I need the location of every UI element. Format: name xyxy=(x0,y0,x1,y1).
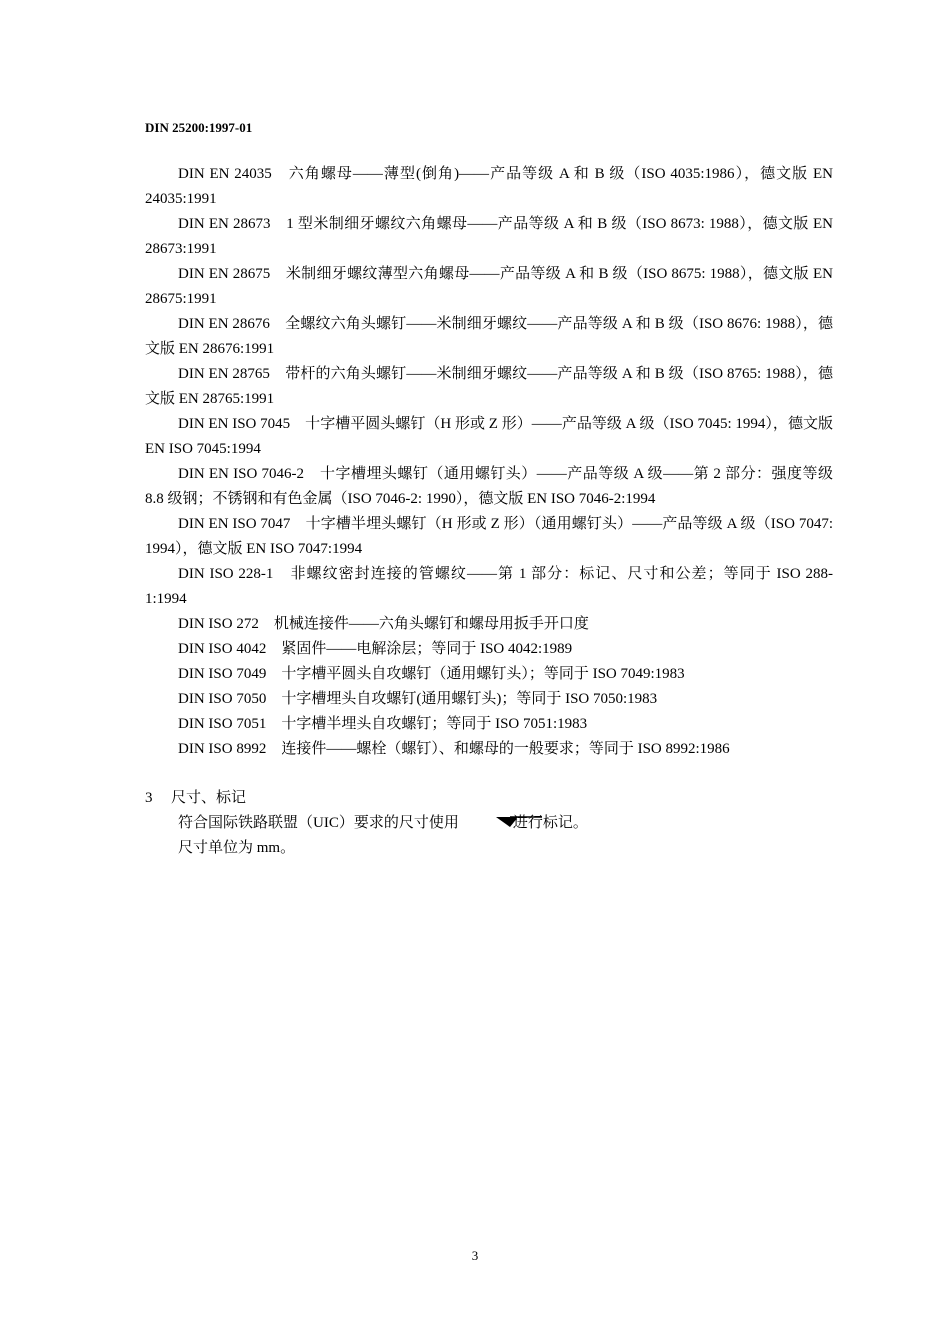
normative-references-list xyxy=(145,162,833,762)
reference-item: DIN EN ISO 7046-2 十字槽埋头螺钉（通用螺钉头）——产品等级 A 级——第 2 部分：强度等级 8.8 级钢；不锈钢和有色金属（ISO 7046-2: 1990），德文版 EN ISO 7046-2:1994 xyxy=(145,466,833,507)
paragraph-text-after-mark: 进行标记。 xyxy=(512,815,588,831)
reference-item: DIN EN 28673 1 型米制细牙螺纹六角螺母——产品等级 A 和 B 级（ISO 8673: 1988），德文版 EN 28673:1991 xyxy=(145,216,833,257)
section-paragraph: 尺寸单位为 mm。 xyxy=(178,840,296,856)
uic-triangle-mark-icon xyxy=(463,813,509,827)
reference-item: DIN ISO 272 机械连接件——六角头螺钉和螺母用扳手开口度 xyxy=(178,616,589,632)
reference-item: DIN EN ISO 7047 十字槽半埋头螺钉（H 形或 Z 形）（通用螺钉头）——产品等级 A 级（ISO 7047: 1994），德文版 EN ISO 7047:1994 xyxy=(145,516,833,557)
section-number: 3 xyxy=(145,790,153,806)
reference-item: DIN ISO 7050 十字槽埋头自攻螺钉(通用螺钉头)；等同于 ISO 7050:1983 xyxy=(178,691,658,707)
paragraph-text-before-mark: 符合国际铁路联盟（UIC）要求的尺寸使用 xyxy=(178,815,459,831)
reference-item: DIN ISO 8992 连接件——螺栓（螺钉）、和螺母的一般要求；等同于 ISO 8992:1986 xyxy=(178,741,730,757)
section-heading xyxy=(145,786,833,811)
reference-item: DIN EN 28675 米制细牙螺纹薄型六角螺母——产品等级 A 和 B 级（ISO 8675: 1988），德文版 EN 28675:1991 xyxy=(145,266,833,307)
page-number: 3 xyxy=(471,1248,479,1263)
reference-item: DIN ISO 228-1 非螺纹密封连接的管螺纹——第 1 部分：标记、尺寸和公差；等同于 ISO 288-1:1994 xyxy=(145,566,833,607)
reference-item: DIN ISO 7051 十字槽半埋头自攻螺钉；等同于 ISO 7051:1983 xyxy=(178,716,588,732)
section-3 xyxy=(145,786,833,861)
document-header: DIN 25200:1997-01 xyxy=(145,120,253,135)
reference-item: DIN EN 28676 全螺纹六角头螺钉——米制细牙螺纹——产品等级 A 和 B 级（ISO 8676: 1988），德文版 EN 28676:1991 xyxy=(145,316,833,357)
reference-item: DIN ISO 7049 十字槽平圆头自攻螺钉（通用螺钉头）；等同于 ISO 7049:1983 xyxy=(178,666,685,682)
section-paragraph xyxy=(145,811,833,836)
reference-item: DIN EN ISO 7045 十字槽平圆头螺钉（H 形或 Z 形）——产品等级 A 级（ISO 7045: 1994），德文版 EN ISO 7045:1994 xyxy=(145,416,833,457)
reference-item: DIN EN 24035 六角螺母——薄型(倒角)——产品等级 A 和 B 级（ISO 4035:1986），德文版 EN 24035:1991 xyxy=(145,166,833,207)
reference-item: DIN EN 28765 带杆的六角头螺钉——米制细牙螺纹——产品等级 A 和 B 级（ISO 8765: 1988），德文版 EN 28765:1991 xyxy=(145,366,833,407)
section-title: 尺寸、标记 xyxy=(171,790,247,806)
reference-item: DIN ISO 4042 紧固件——电解涂层；等同于 ISO 4042:1989 xyxy=(178,641,573,657)
